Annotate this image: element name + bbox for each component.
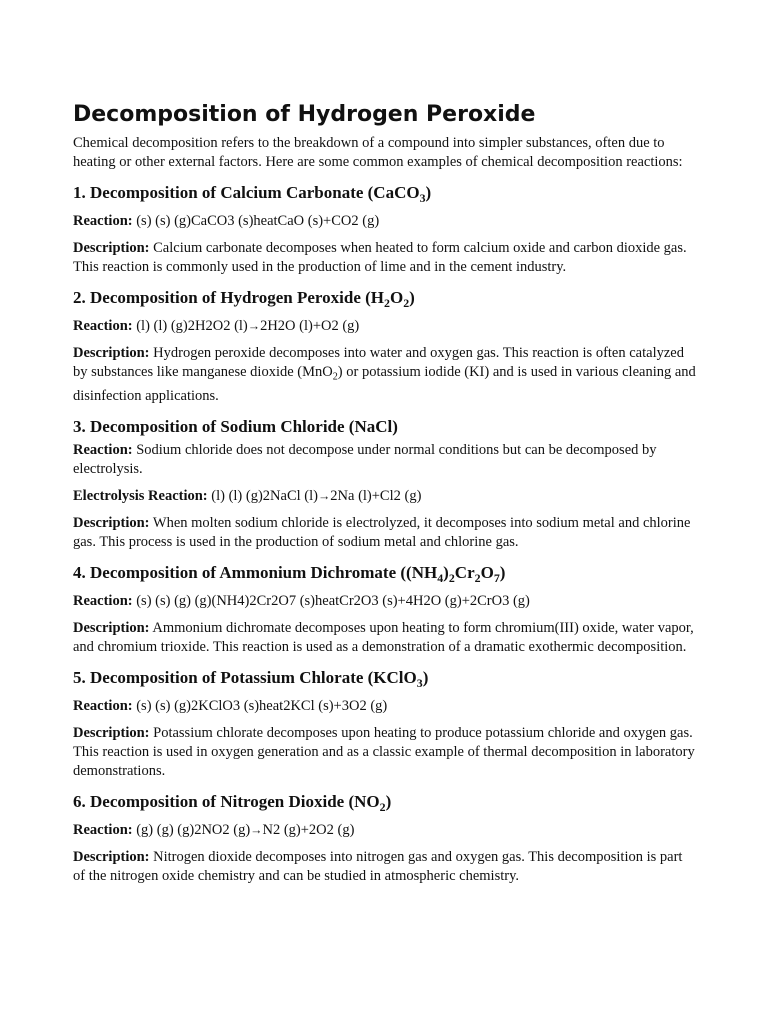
reaction-label: Reaction: bbox=[73, 698, 133, 715]
reaction-text: Sodium chloride does not decompose under normal conditions but can be decomposed by electrolysis. bbox=[73, 441, 657, 477]
description-label: Description: bbox=[73, 240, 150, 257]
description-paragraph: Description: Hydrogen peroxide decomposes into water and oxygen gas. This reaction is often catalyzed by substances like manganese dioxide (MnO$_2$) or potassium iodide (KI) and is used in various cleaning and disinfection applications. bbox=[73, 345, 696, 404]
section-nitrogen-dioxide bbox=[73, 791, 698, 886]
description-paragraph bbox=[73, 514, 698, 552]
page-title: Decomposition of Hydrogen Peroxide bbox=[73, 102, 536, 127]
reaction-label: Reaction: bbox=[73, 318, 133, 335]
reaction-equation-left: (g) (g) (g)2NO2 (g) bbox=[132, 822, 251, 839]
reaction-equation-right: 2H2O (l)+O2 (g) bbox=[260, 318, 360, 335]
description-label: Description: bbox=[73, 620, 150, 637]
section-heading: 3. Decomposition of Sodium Chloride (NaCl) bbox=[73, 416, 398, 436]
section-calcium-carbonate bbox=[73, 182, 698, 277]
reaction-line bbox=[73, 821, 698, 840]
reaction-label: Reaction: bbox=[73, 822, 133, 839]
section-potassium-chlorate bbox=[73, 667, 698, 781]
electrolysis-equation-left: (l) (l) (g)2NaCl (l) bbox=[207, 487, 318, 504]
section-hydrogen-peroxide bbox=[73, 287, 698, 406]
description-label: Description: bbox=[73, 514, 150, 531]
section-sodium-chloride bbox=[73, 416, 698, 552]
description-paragraph bbox=[73, 724, 698, 781]
description-text: Calcium carbonate decomposes when heated to form calcium oxide and carbon dioxide gas. This reaction is commonly used in the production of lime and in the cement industry. bbox=[73, 240, 687, 276]
reaction-equation: (s) (s) (g) (g)(NH4)2Cr2O7 (s)heatCr2O3 (s)+4H2O (g)+2CrO3 (g) bbox=[132, 593, 530, 610]
reaction-equation-right: N2 (g)+2O2 (g) bbox=[262, 822, 355, 839]
document-body bbox=[73, 100, 698, 886]
description-text: When molten sodium chloride is electrolyzed, it decomposes into sodium metal and chlorine gas. This process is used in the production of sodium metal and chlorine gas. bbox=[73, 514, 691, 550]
reaction-equation: (s) (s) (g)2KClO3 (s)heat2KCl (s)+3O2 (g) bbox=[132, 698, 388, 715]
description-text: Ammonium dichromate decomposes upon heating to form chromium(III) oxide, water vapor, and chromium trioxide. This reaction is used as a demonstration of a dramatic exothermic decomposition. bbox=[73, 620, 694, 656]
reaction-line bbox=[73, 212, 698, 231]
section-heading: 1. Decomposition of Calcium Carbonate (CaCO$_3$) bbox=[73, 183, 432, 206]
electrolysis-equation-right: 2Na (l)+Cl2 (g) bbox=[330, 487, 422, 504]
reaction-equation: (s) (s) (g)CaCO3 (s)heatCaO (s)+CO2 (g) bbox=[132, 213, 380, 230]
reaction-line bbox=[73, 441, 698, 479]
reaction-label: Reaction: bbox=[73, 441, 133, 458]
reaction-arrow: → bbox=[250, 823, 263, 838]
description-text: Nitrogen dioxide decomposes into nitrogen gas and oxygen gas. This decomposition is part of the nitrogen oxide chemistry and can be studied in atmospheric chemistry. bbox=[73, 849, 683, 885]
reaction-equation-left: (l) (l) (g)2H2O2 (l) bbox=[132, 318, 248, 335]
electrolysis-reaction-line bbox=[73, 487, 698, 506]
description-text: Potassium chlorate decomposes upon heating to produce potassium chloride and oxygen gas. This reaction is used in oxygen generation and as a classic example of thermal decomposition in laboratory demonstrations. bbox=[73, 725, 695, 780]
reaction-line bbox=[73, 592, 698, 611]
description-label: Description: bbox=[73, 725, 150, 742]
reaction-line bbox=[73, 317, 698, 336]
reaction-arrow: → bbox=[247, 319, 261, 334]
description-label: Description: bbox=[73, 345, 150, 362]
section-heading: 4. Decomposition of Ammonium Dichromate $((NH_4)_2Cr_2O_7)$ bbox=[73, 562, 506, 586]
reaction-arrow: → bbox=[317, 488, 331, 503]
section-heading: 6. Decomposition of Nitrogen Dioxide $(NO_2)$ bbox=[73, 792, 392, 815]
intro-paragraph: Chemical decomposition refers to the breakdown of a compound into simpler substances, often due to heating or other external factors. Here are some common examples of chemical decomposition reactions: bbox=[73, 135, 683, 170]
reaction-label: Reaction: bbox=[73, 593, 133, 610]
reaction-label: Reaction: bbox=[73, 213, 133, 230]
description-label: Description: bbox=[73, 849, 150, 866]
description-paragraph bbox=[73, 848, 698, 886]
reaction-line bbox=[73, 697, 698, 716]
description-paragraph bbox=[73, 239, 698, 277]
section-heading: 2. Decomposition of Hydrogen Peroxide $(H_2O_2)$ bbox=[73, 288, 415, 311]
description-paragraph bbox=[73, 619, 698, 657]
section-heading: 5. Decomposition of Potassium Chlorate (KClO$_3$) bbox=[73, 668, 429, 691]
electrolysis-label: Electrolysis Reaction: bbox=[73, 487, 208, 504]
section-ammonium-dichromate bbox=[73, 562, 698, 657]
